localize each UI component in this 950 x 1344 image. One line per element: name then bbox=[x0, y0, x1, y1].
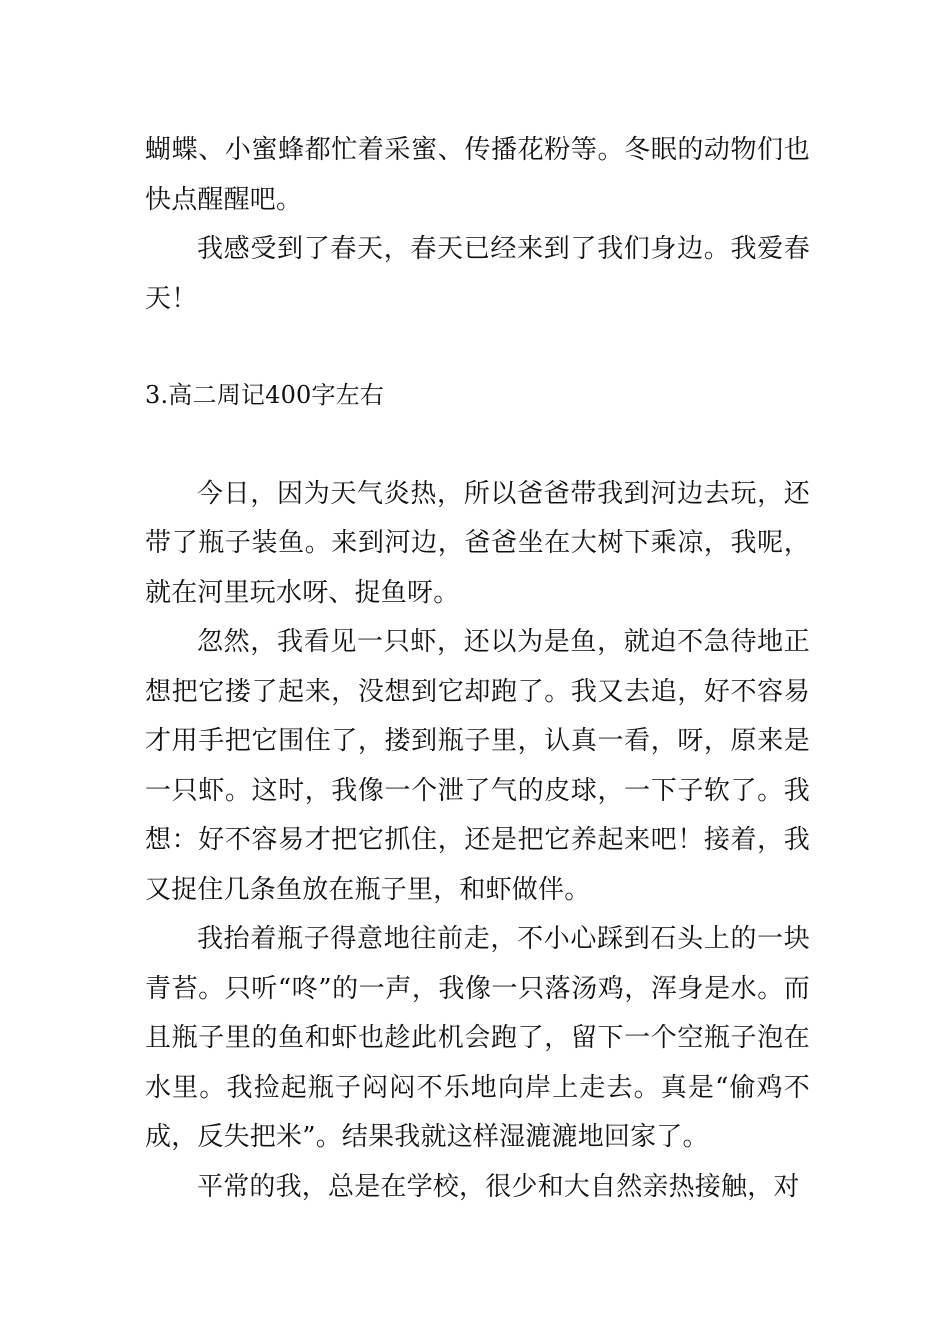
section-heading: 3.高二周记400字左右 bbox=[145, 381, 385, 409]
paragraph-catch-shrimp: 忽然，我看见一只虾，还以为是鱼，就迫不急待地正想把它搂了起来，没想到它却跑了。我又去追，好不容易才用手把它围住了，搂到瓶子里，认真一看，呀，原来是一只虾。这时，我像一个泄了气的皮球，一下子软了。我想：好不容易才把它抓住，还是把它养起来吧！接着，我又捉住几条鱼放在瓶子里，和虾做伴。 bbox=[145, 627, 810, 905]
paragraph-slip-fall: 我抬着瓶子得意地往前走，不小心踩到石头上的一块青苔。只听“咚”的一声，我像一只落汤鸡，浑身是水。而且瓶子里的鱼和虾也趁此机会跑了，留下一个空瓶子泡在水里。我捡起瓶子闷闷不乐地向岸上走去。真是“偷鸡不成，反失把米”。结果我就这样湿漉漉地回家了。 bbox=[145, 924, 810, 1152]
paragraph-spring-arrived: 我感受到了春天，春天已经来到了我们身边。我爱春天！ bbox=[145, 234, 810, 314]
paragraph-usually-school: 平常的我，总是在学校，很少和大自然亲热接触，对 bbox=[197, 1171, 800, 1202]
paragraph-spring-insects: 蝴蝶、小蜜蜂都忙着采蜜、传播花粉等。冬眠的动物们也快点醒醒吧。 bbox=[145, 135, 810, 215]
document-body bbox=[145, 126, 810, 1212]
paragraph-river-trip: 今日，因为天气炎热，所以爸爸带我到河边去玩，还带了瓶子装鱼。来到河边，爸爸坐在大树下乘凉，我呢，就在河里玩水呀、捉鱼呀。 bbox=[145, 478, 810, 608]
